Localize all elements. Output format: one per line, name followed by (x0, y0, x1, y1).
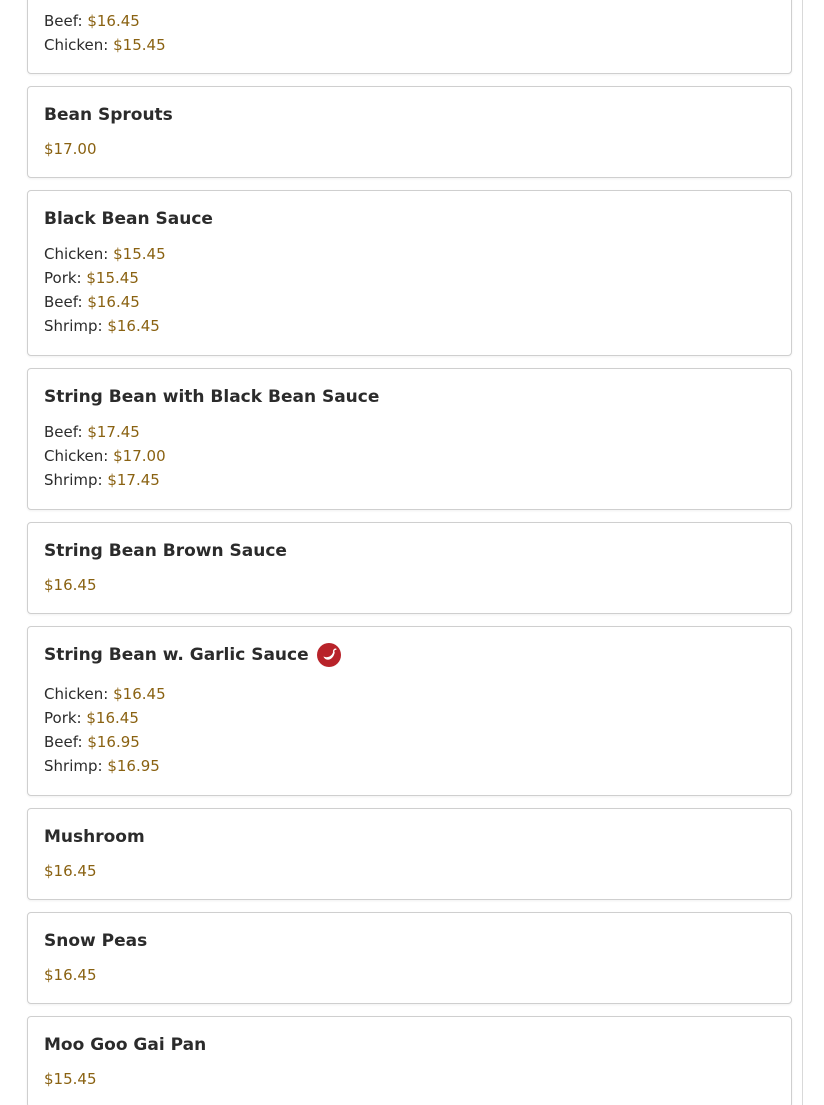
price-variant (44, 242, 775, 266)
price-variant (44, 468, 775, 492)
menu-item-name: Mushroom (44, 827, 145, 847)
variant-name: Chicken: (44, 36, 109, 54)
variant-price: $15.45 (113, 245, 166, 263)
price-variant (44, 314, 775, 338)
price-variant (44, 266, 775, 290)
price-variant (44, 754, 775, 778)
price-variants (44, 0, 775, 73)
menu-item-price: $16.45 (44, 576, 97, 594)
menu-item-name: String Bean Brown Sauce (44, 541, 287, 561)
chili-pepper-icon (317, 643, 341, 667)
menu-item-card[interactable] (27, 368, 792, 510)
price-variants (44, 682, 775, 795)
menu-item-name: Black Bean Sauce (44, 209, 213, 229)
variant-name: Beef: (44, 12, 83, 30)
variant-price: $17.45 (107, 471, 160, 489)
menu-item-list (27, 0, 792, 1105)
menu-item-card[interactable] (27, 190, 792, 356)
price-variant (44, 444, 775, 468)
variant-name: Pork: (44, 709, 82, 727)
variant-price: $16.45 (113, 685, 166, 703)
menu-item-card[interactable] (27, 522, 792, 614)
menu-item-price: $16.45 (44, 966, 97, 984)
variant-price: $16.45 (107, 317, 160, 335)
variant-price: $16.95 (87, 733, 140, 751)
menu-item-card[interactable] (27, 808, 792, 900)
variant-price: $15.45 (86, 269, 139, 287)
menu-item-price: $15.45 (44, 1070, 97, 1088)
variant-name: Beef: (44, 293, 83, 311)
page-right-border (802, 0, 803, 1105)
price-variant (44, 9, 775, 33)
variant-name: Shrimp: (44, 317, 103, 335)
variant-price: $17.00 (113, 447, 166, 465)
variant-price: $17.45 (87, 423, 140, 441)
variant-price: $16.95 (107, 757, 160, 775)
price-variant (44, 420, 775, 444)
price-variant (44, 290, 775, 314)
menu-item-name: Bean Sprouts (44, 105, 173, 125)
menu-item-name: Moo Goo Gai Pan (44, 1035, 207, 1055)
menu-item-card[interactable] (27, 86, 792, 178)
price-variants (44, 420, 775, 509)
price-variant (44, 33, 775, 57)
variant-name: Shrimp: (44, 757, 103, 775)
variant-name: Pork: (44, 269, 82, 287)
price-variants (44, 242, 775, 355)
variant-name: Chicken: (44, 685, 109, 703)
menu-item-price: $16.45 (44, 862, 97, 880)
menu-item-card[interactable] (27, 1016, 792, 1105)
price-variant (44, 730, 775, 754)
variant-name: Shrimp: (44, 471, 103, 489)
variant-price: $16.45 (87, 293, 140, 311)
menu-item-card[interactable] (27, 912, 792, 1004)
price-variant (44, 706, 775, 730)
menu-item-price: $17.00 (44, 140, 97, 158)
menu-item-card[interactable] (27, 0, 792, 74)
variant-name: Beef: (44, 733, 83, 751)
variant-name: Beef: (44, 423, 83, 441)
menu-item-card[interactable] (27, 626, 792, 796)
menu-item-title-row (44, 643, 775, 667)
price-variant (44, 682, 775, 706)
menu-item-name: Snow Peas (44, 931, 148, 951)
menu-item-name: String Bean with Black Bean Sauce (44, 387, 380, 407)
variant-name: Chicken: (44, 447, 109, 465)
variant-price: $16.45 (87, 12, 140, 30)
variant-price: $15.45 (113, 36, 166, 54)
menu-item-name: String Bean w. Garlic Sauce (44, 645, 309, 665)
variant-price: $16.45 (86, 709, 139, 727)
variant-name: Chicken: (44, 245, 109, 263)
